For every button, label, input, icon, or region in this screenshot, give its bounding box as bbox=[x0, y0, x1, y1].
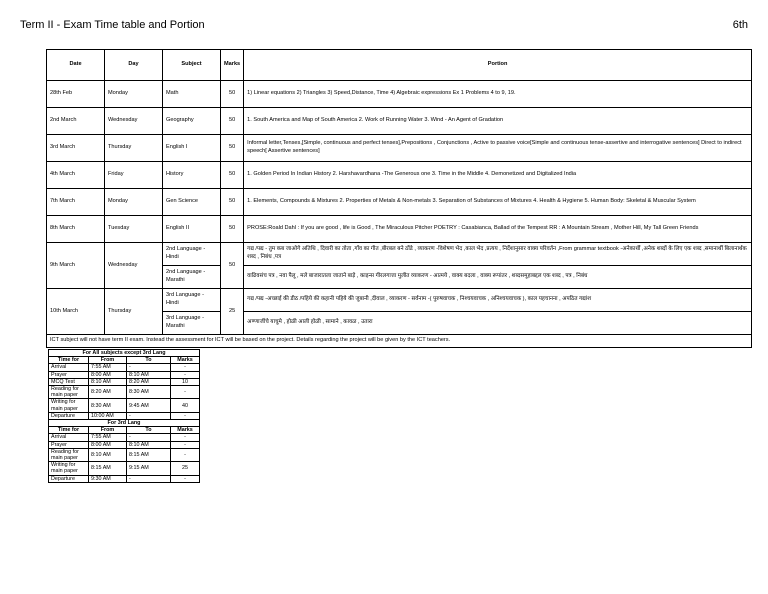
activity-cell: Departure bbox=[49, 412, 89, 419]
activity-cell: Reading for main paper bbox=[49, 386, 89, 399]
table-row bbox=[47, 162, 752, 189]
subject-cell: History bbox=[163, 162, 221, 189]
class-label: 6th bbox=[732, 19, 748, 31]
marks-cell: 50 bbox=[221, 243, 244, 289]
activity-cell: Prayer bbox=[49, 441, 89, 448]
to-time-cell: - bbox=[127, 364, 171, 371]
from-time-cell: 8:20 AM bbox=[89, 386, 127, 399]
marks-cell: 50 bbox=[221, 216, 244, 243]
schedule-row bbox=[49, 378, 200, 385]
timetable-body bbox=[47, 81, 752, 348]
schedule-header-cell: Marks bbox=[171, 357, 200, 364]
from-time-cell: 8:00 AM bbox=[89, 441, 127, 448]
to-time-cell: 8:30 AM bbox=[127, 386, 171, 399]
to-time-cell: 8:20 AM bbox=[127, 378, 171, 385]
exam-schedule bbox=[48, 349, 200, 483]
portion-cell: 1. Golden Period In Indian History 2. Harshavardhana -The Generous one 3. Time in the Middle 4. Demonetized and Digitalized India bbox=[244, 162, 752, 189]
marks-cell: - bbox=[171, 475, 200, 482]
schedule-row bbox=[49, 412, 200, 419]
date-cell: 28th Feb bbox=[47, 81, 105, 108]
activity-cell: Writing for main paper bbox=[49, 462, 89, 475]
marks-cell: - bbox=[171, 441, 200, 448]
schedule-row bbox=[49, 475, 200, 482]
marks-cell: 50 bbox=[221, 81, 244, 108]
activity-cell: MCQ Test bbox=[49, 378, 89, 385]
table-row bbox=[47, 289, 752, 312]
subject-cell: English I bbox=[163, 135, 221, 162]
table-row bbox=[47, 135, 752, 162]
col-date: Date bbox=[47, 50, 105, 81]
portion-cell: गद्य /पद्य -अच्छाई की डीठ /पहिये की कहानी पहिये की जुबानी ,दीवाल , व्याकरण - सर्वनाम -( पुरुषवाचक , निश्चयवाचक , अनिश्चयवाचक ), काल पहचानना , अपठित गद्यांश bbox=[244, 289, 752, 312]
marks-cell: - bbox=[171, 434, 200, 441]
to-time-cell: - bbox=[127, 475, 171, 482]
subject-cell: 3rd Language - Hindi bbox=[163, 289, 221, 312]
portion-cell: 1. Elements, Compounds & Mixtures 2. Properties of Metals & Non-metals 3. Separation of Substances of Mixtures 4. Health & Hygiene 5. Human Body: Skeletal & Muscular System bbox=[244, 189, 752, 216]
activity-cell: Arrival bbox=[49, 364, 89, 371]
schedule-header-cell: From bbox=[89, 427, 127, 434]
date-cell: 2nd March bbox=[47, 108, 105, 135]
activity-cell: Writing for main paper bbox=[49, 399, 89, 412]
subject-cell: 3rd Language - Marathi bbox=[163, 312, 221, 335]
marks-cell: 40 bbox=[171, 399, 200, 412]
schedule-header-row bbox=[49, 427, 200, 434]
col-subject: Subject bbox=[163, 50, 221, 81]
portion-cell: 1. South America and Map of South America 2. Work of Running Water 3. Wind - An Agent of Gradation bbox=[244, 108, 752, 135]
day-cell: Tuesday bbox=[105, 216, 163, 243]
day-cell: Wednesday bbox=[105, 243, 163, 289]
schedule-header-cell: Marks bbox=[171, 427, 200, 434]
date-cell: 9th March bbox=[47, 243, 105, 289]
schedule-row bbox=[49, 364, 200, 371]
activity-cell: Prayer bbox=[49, 371, 89, 378]
exam-timetable bbox=[46, 49, 752, 348]
to-time-cell: 8:15 AM bbox=[127, 448, 171, 461]
page-title: Term II - Exam Time table and Portion bbox=[20, 19, 205, 31]
activity-cell: Arrival bbox=[49, 434, 89, 441]
table-row bbox=[47, 108, 752, 135]
schedule-row bbox=[49, 399, 200, 412]
schedule-row bbox=[49, 434, 200, 441]
schedule-header-row bbox=[49, 357, 200, 364]
from-time-cell: 8:30 AM bbox=[89, 399, 127, 412]
schedule-row bbox=[49, 462, 200, 475]
schedule-header-cell: To bbox=[127, 357, 171, 364]
marks-cell: 25 bbox=[221, 289, 244, 335]
to-time-cell: 9:45 AM bbox=[127, 399, 171, 412]
subject-cell: Geography bbox=[163, 108, 221, 135]
col-portion: Portion bbox=[244, 50, 752, 81]
date-cell: 3rd March bbox=[47, 135, 105, 162]
from-time-cell: 8:15 AM bbox=[89, 462, 127, 475]
portion-cell: Informal letter,Tenses,[Simple, continuous and perfect tenses],Prepositions , Conjunctions , Active to passive voice[Simple and continuous tense-assertive and interrogative sentences] Direct to indirect speech[ Assertive sentences] bbox=[244, 135, 752, 162]
table-row bbox=[47, 81, 752, 108]
subject-cell: Gen Science bbox=[163, 189, 221, 216]
timetable-header-row bbox=[47, 50, 752, 81]
schedule-row bbox=[49, 441, 200, 448]
schedule-title-row bbox=[49, 350, 200, 357]
schedule-header-cell: Time for bbox=[49, 427, 89, 434]
subject-cell: Math bbox=[163, 81, 221, 108]
schedule-row bbox=[49, 448, 200, 461]
day-cell: Monday bbox=[105, 81, 163, 108]
marks-cell: - bbox=[171, 371, 200, 378]
day-cell: Monday bbox=[105, 189, 163, 216]
to-time-cell: 8:10 AM bbox=[127, 371, 171, 378]
activity-cell: Reading for main paper bbox=[49, 448, 89, 461]
col-day: Day bbox=[105, 50, 163, 81]
schedule-body bbox=[49, 350, 200, 483]
marks-cell: - bbox=[171, 364, 200, 371]
date-cell: 10th March bbox=[47, 289, 105, 335]
day-cell: Wednesday bbox=[105, 108, 163, 135]
portion-cell: 1) Linear equations 2) Triangles 3) Speed,Distance, Time 4) Algebraic expressions Ex 1 Problems 4 to 9, 19. bbox=[244, 81, 752, 108]
subject-cell: English II bbox=[163, 216, 221, 243]
schedule-title: For All subjects except 3rd Lang bbox=[49, 350, 200, 357]
day-cell: Thursday bbox=[105, 135, 163, 162]
activity-cell: Departure bbox=[49, 475, 89, 482]
marks-cell: - bbox=[171, 412, 200, 419]
from-time-cell: 7:55 AM bbox=[89, 364, 127, 371]
from-time-cell: 8:10 AM bbox=[89, 448, 127, 461]
col-marks: Marks bbox=[221, 50, 244, 81]
day-cell: Thursday bbox=[105, 289, 163, 335]
marks-cell: 50 bbox=[221, 135, 244, 162]
ict-note-row bbox=[47, 335, 752, 348]
marks-cell: 10 bbox=[171, 378, 200, 385]
date-cell: 4th March bbox=[47, 162, 105, 189]
day-cell: Friday bbox=[105, 162, 163, 189]
marks-cell: - bbox=[171, 448, 200, 461]
marks-cell: 50 bbox=[221, 108, 244, 135]
date-cell: 7th March bbox=[47, 189, 105, 216]
schedule-row bbox=[49, 371, 200, 378]
marks-cell: 50 bbox=[221, 189, 244, 216]
marks-cell: 25 bbox=[171, 462, 200, 475]
from-time-cell: 10:00 AM bbox=[89, 412, 127, 419]
from-time-cell: 9:30 AM bbox=[89, 475, 127, 482]
schedule-header-cell: To bbox=[127, 427, 171, 434]
subject-cell: 2nd Language - Marathi bbox=[163, 266, 221, 289]
schedule-title-row bbox=[49, 420, 200, 427]
table-row bbox=[47, 216, 752, 243]
portion-cell: वाढिवसंच पत्र , नवा पैलू , मले बाजारातला जाताने बाड़े , काइन्स गीरलगात्ता मुलीत व्याकरण - आत्मये , वाक्य बदला , वाक्य रूपांतर , शब्दसमूहाबद्दल एक शब्द , पत्र , निबंध bbox=[244, 266, 752, 289]
from-time-cell: 8:00 AM bbox=[89, 371, 127, 378]
marks-cell: 50 bbox=[221, 162, 244, 189]
table-row bbox=[47, 243, 752, 266]
schedule-row bbox=[49, 386, 200, 399]
marks-cell: - bbox=[171, 386, 200, 399]
portion-cell: गद्य /पद्य - तुम कब जाओगे अतिथि , दिवारी का तोता ,गाँव का गीत ,बीरबल बने ठोंडे , व्याकरण -विशेषण भेद ,काल भेद ,प्रत्यय , निर्देशानुसार वाक्य परिवर्तन ,From grammar textbook -अनेकार्थी ,अनेक शब्दों के लिए एक शब्द ,समानार्थी बिलानार्थक शब्द , निबंध ,पत्र bbox=[244, 243, 752, 266]
to-time-cell: 8:10 AM bbox=[127, 441, 171, 448]
ict-note: ICT subject will not have term II exam. Instead the assessment for ICT will be based on the project. Details regarding the project will be given by the ICT teachers. bbox=[47, 335, 752, 348]
table-row bbox=[47, 189, 752, 216]
schedule-header-cell: Time for bbox=[49, 357, 89, 364]
to-time-cell: - bbox=[127, 434, 171, 441]
from-time-cell: 7:55 AM bbox=[89, 434, 127, 441]
date-cell: 8th March bbox=[47, 216, 105, 243]
subject-cell: 2nd Language - Hindi bbox=[163, 243, 221, 266]
portion-cell: PROSE:Roald Dahl : If you are good , life is Good , The Miraculous Pitcher POETRY : Casabianca, Ballad of the Tempest RR : A Mountain Stream , Mother Hill, My Tall Green Friends bbox=[244, 216, 752, 243]
from-time-cell: 8:10 AM bbox=[89, 378, 127, 385]
to-time-cell: - bbox=[127, 412, 171, 419]
to-time-cell: 9:15 AM bbox=[127, 462, 171, 475]
schedule-title: For 3rd Lang bbox=[49, 420, 200, 427]
schedule-header-cell: From bbox=[89, 357, 127, 364]
portion-cell: अण्णाजींचे याचुमे , होळी आली होळी , सामाने , कावळ , उतारा bbox=[244, 312, 752, 335]
